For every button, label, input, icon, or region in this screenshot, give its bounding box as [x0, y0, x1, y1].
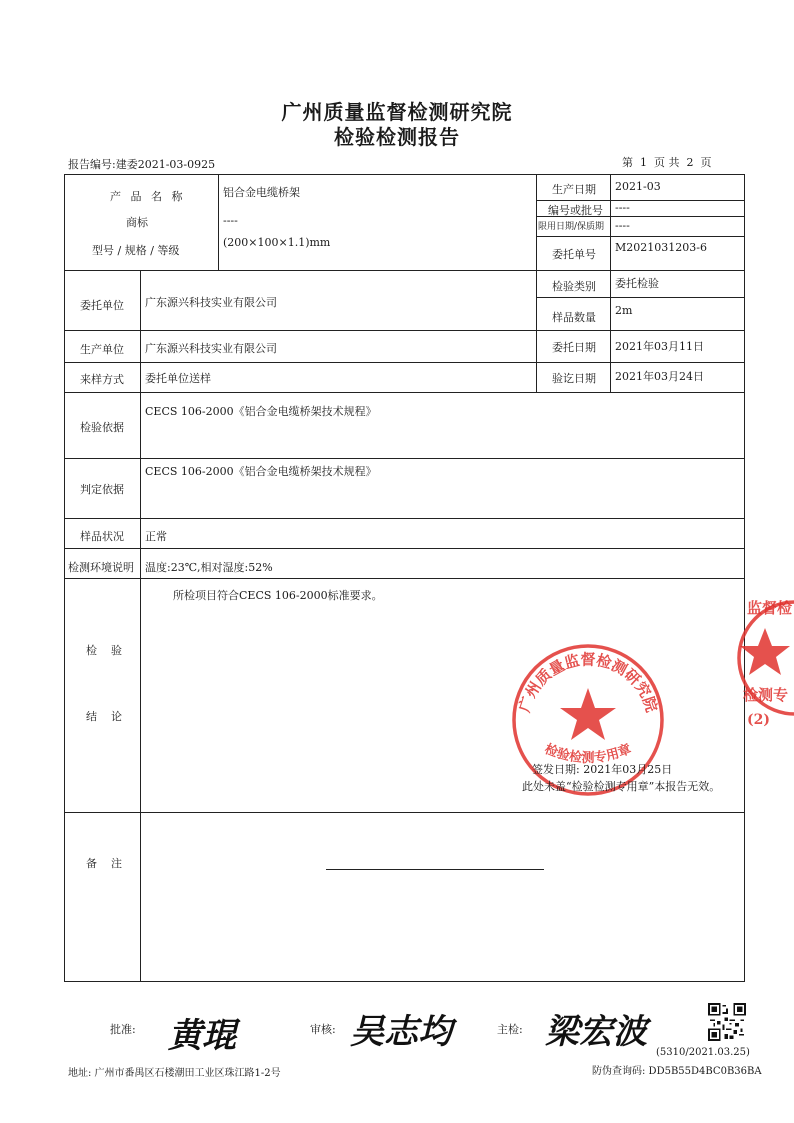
sample-qty-label: 样品数量	[552, 311, 596, 324]
issue-date: 签发日期: 2021年03月25日	[532, 763, 673, 776]
stamp-note: 此处未盖“检验检测专用章”本报告无效。	[522, 780, 721, 793]
batch-label: 编号或批号	[548, 204, 603, 217]
sample-qty-value: 2m	[615, 304, 633, 317]
col-divider	[536, 174, 537, 392]
trademark-value: ----	[223, 214, 238, 227]
row-divider	[536, 200, 745, 201]
row-divider	[536, 297, 745, 298]
inspect-type-value: 委托检验	[615, 277, 659, 290]
row-divider	[64, 270, 745, 271]
prod-date-label: 生产日期	[552, 183, 596, 196]
judge-value: CECS 106-2000《铝合金电缆桥架技术规程》	[145, 465, 377, 478]
trademark-label: 商标	[126, 216, 148, 229]
review-label: 审核:	[310, 1023, 336, 1036]
edge-seal-bottom-text: 检测专	[743, 686, 789, 704]
complete-date-label: 验讫日期	[552, 372, 596, 385]
conclusion-value: 所检项目符合CECS 106-2000标准要求。	[173, 589, 383, 602]
address: 地址: 广州市番禺区石楼潮田工业区珠江路1-2号	[68, 1068, 281, 1079]
order-no-value: M2021031203-6	[615, 241, 707, 254]
org-title: 广州质量监督检测研究院	[281, 100, 513, 124]
row-divider	[64, 578, 745, 579]
report-title: 检验检测报告	[334, 125, 460, 149]
seal-ring-text: 广州质量监督检测研究院	[515, 650, 661, 715]
row-divider	[64, 458, 745, 459]
row-divider	[64, 548, 745, 549]
review-signature: 吴志均	[350, 1012, 452, 1052]
conclusion-label-1: 检 验	[86, 644, 122, 657]
sample-method-value: 委托单位送样	[145, 372, 211, 385]
product-name-label: 产 品 名 称	[110, 190, 186, 203]
page-info: 第 1 页 共 2 页	[622, 156, 712, 169]
remark-underline	[326, 869, 544, 870]
order-no-label: 委托单号	[552, 248, 596, 261]
remark-label: 备 注	[86, 857, 122, 870]
status-label: 样品状况	[80, 530, 124, 543]
manufacturer-label: 生产单位	[80, 343, 124, 356]
env-label: 检测环境说明	[68, 561, 134, 574]
product-name-value: 铝合金电缆桥架	[223, 186, 300, 199]
row-divider	[64, 392, 745, 393]
report-number: 报告编号:建委2021-03-0925	[68, 158, 216, 171]
expiry-value: ----	[615, 219, 630, 232]
basis-value: CECS 106-2000《铝合金电缆桥架技术规程》	[145, 405, 377, 418]
basis-label: 检验依据	[80, 421, 124, 434]
edge-seal-ring-text: 监督检	[747, 599, 793, 617]
order-date-label: 委托日期	[552, 341, 596, 354]
seal-bottom-text: 检验检测专用章	[542, 741, 634, 766]
row-divider	[64, 362, 745, 363]
complete-date-value: 2021年03月24日	[615, 370, 704, 383]
model-label: 型号 / 规格 / 等级	[92, 244, 180, 257]
col-divider	[610, 174, 611, 392]
status-value: 正常	[145, 530, 167, 543]
row-divider	[64, 518, 745, 519]
qr-code	[708, 1003, 746, 1041]
client-value: 广东源兴科技实业有限公司	[145, 296, 277, 309]
row-divider	[64, 812, 745, 813]
row-divider	[64, 330, 745, 331]
approve-signature: 黄琨	[168, 1016, 236, 1056]
manufacturer-value: 广东源兴科技实业有限公司	[145, 342, 277, 355]
batch-value: ----	[615, 201, 630, 214]
row-divider	[536, 236, 745, 237]
prod-date-value: 2021-03	[615, 180, 661, 193]
order-date-value: 2021年03月11日	[615, 340, 704, 353]
model-value: (200×100×1.1)mm	[223, 236, 331, 249]
sample-method-label: 来样方式	[80, 373, 124, 386]
conclusion-label-2: 结 论	[86, 710, 122, 723]
edge-seal	[735, 578, 794, 738]
chief-label: 主检:	[497, 1023, 523, 1036]
judge-label: 判定依据	[80, 483, 124, 496]
approve-label: 批准:	[110, 1023, 136, 1036]
col-divider	[140, 270, 141, 982]
report-code: (5310/2021.03.25)	[656, 1047, 750, 1058]
chief-signature: 梁宏波	[545, 1012, 647, 1052]
client-label: 委托单位	[80, 299, 124, 312]
col-divider	[218, 174, 219, 270]
anti-fake-code: 防伪查询码: DD5B55D4BC0B36BA	[592, 1066, 762, 1077]
expiry-label: 限用日期/保质期	[538, 222, 605, 232]
inspect-type-label: 检验类别	[552, 280, 596, 293]
env-value: 温度:23℃,相对湿度:52%	[145, 561, 273, 574]
edge-seal-number: (2)	[747, 712, 770, 728]
